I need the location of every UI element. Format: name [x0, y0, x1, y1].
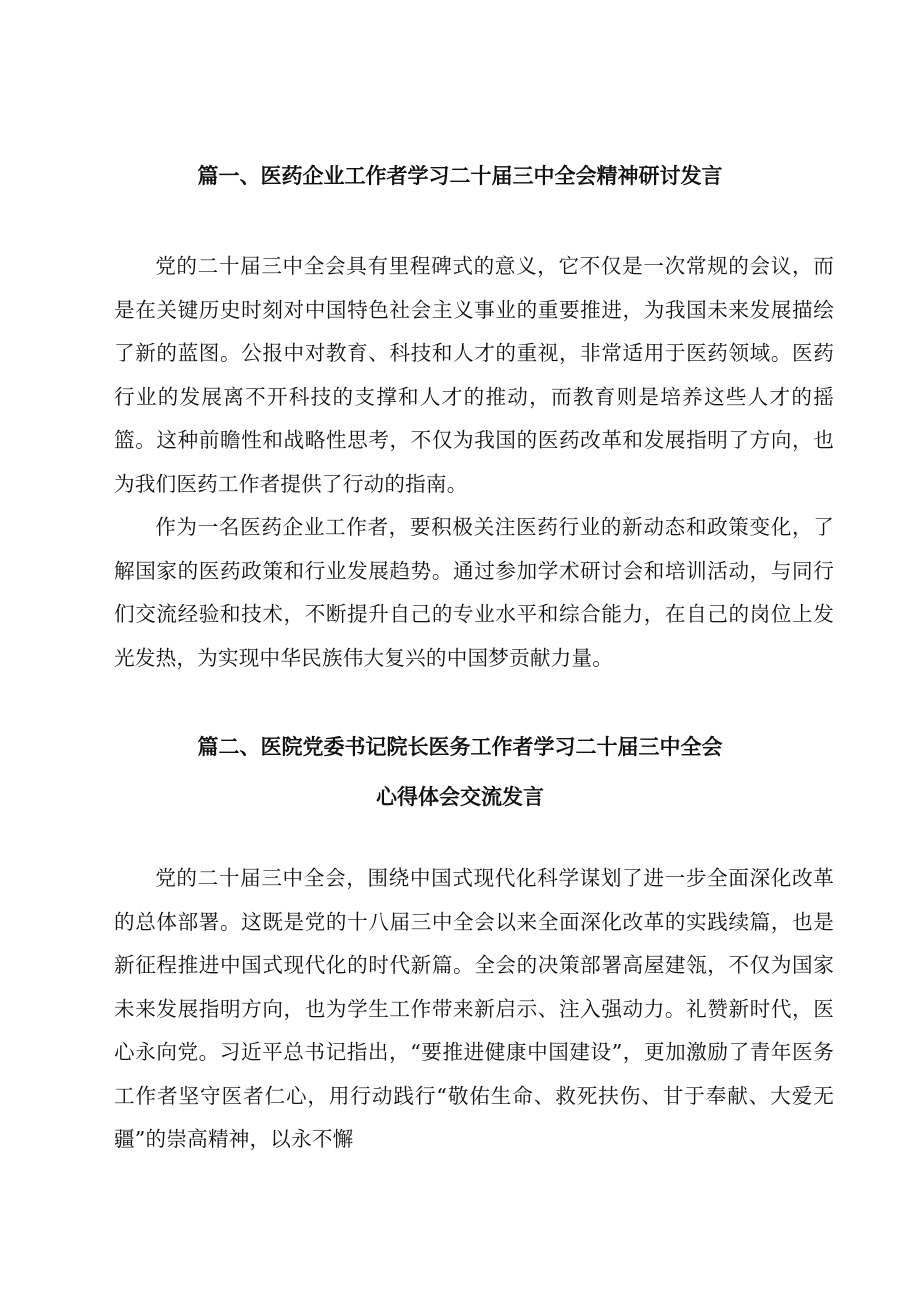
section-1-paragraph-2: 作为一名医药企业工作者，要积极关注医药行业的新动态和政策变化，了解国家的医药政策和行业发展趋势。通过参加学术研讨会和培训活动，与同行们交流经验和技术，不断提升自己的专业水平和综合能力，在自己的岗位上发光发热，为实现中华民族伟大复兴的中国梦贡献力量。 — [114, 515, 834, 670]
section-2-heading-line-1: 篇二、医院党委书记院长医务工作者学习二十届三中全会 — [197, 735, 723, 759]
section-1-paragraph-1: 党的二十届三中全会具有里程碑式的意义，它不仅是一次常规的会议，而是在关键历史时刻对中国特色社会主义事业的重要推进，为我国未来发展描绘了新的蓝图。公报中对教育、科技和人才的重视，非常适用于医药领域。医药行业的发展离不开科技的支撑和人才的推动，而教育则是培养这些人才的摇篮。这种前瞻性和战略性思考，不仅为我国的医药改革和发展指明了方向，也为我们医药工作者提供了行动的指南。 — [114, 254, 834, 496]
section-2-paragraph-1: 党的二十届三中全会，围绕中国式现代化科学谋划了进一步全面深化改革的总体部署。这既是党的十八届三中全会以来全面深化改革的实践续篇，也是新征程推进中国式现代化的时代新篇。全会的决策部署高屋建瓴，不仅为国家未来发展指明方向，也为学生工作带来新启示、注入强动力。礼赞新时代，医心永向党。习近平总书记指出，“要推进健康中国建设”，更加激励了青年医务工作者坚守医者仁心，用行动践行“敬佑生命、救死扶伤、甘于奉献、大爱无疆”的崇高精神，以永不懈 — [114, 866, 834, 1151]
section-1-heading-line-1: 篇一、医药企业工作者学习二十届三中全会精神研讨发言 — [197, 164, 723, 188]
section-1-heading — [0, 151, 920, 201]
section-1-body — [114, 245, 834, 680]
section-2-heading-line-2: 心得体会交流发言 — [376, 785, 544, 809]
section-2-body — [114, 857, 834, 1162]
section-2-heading — [0, 722, 920, 822]
